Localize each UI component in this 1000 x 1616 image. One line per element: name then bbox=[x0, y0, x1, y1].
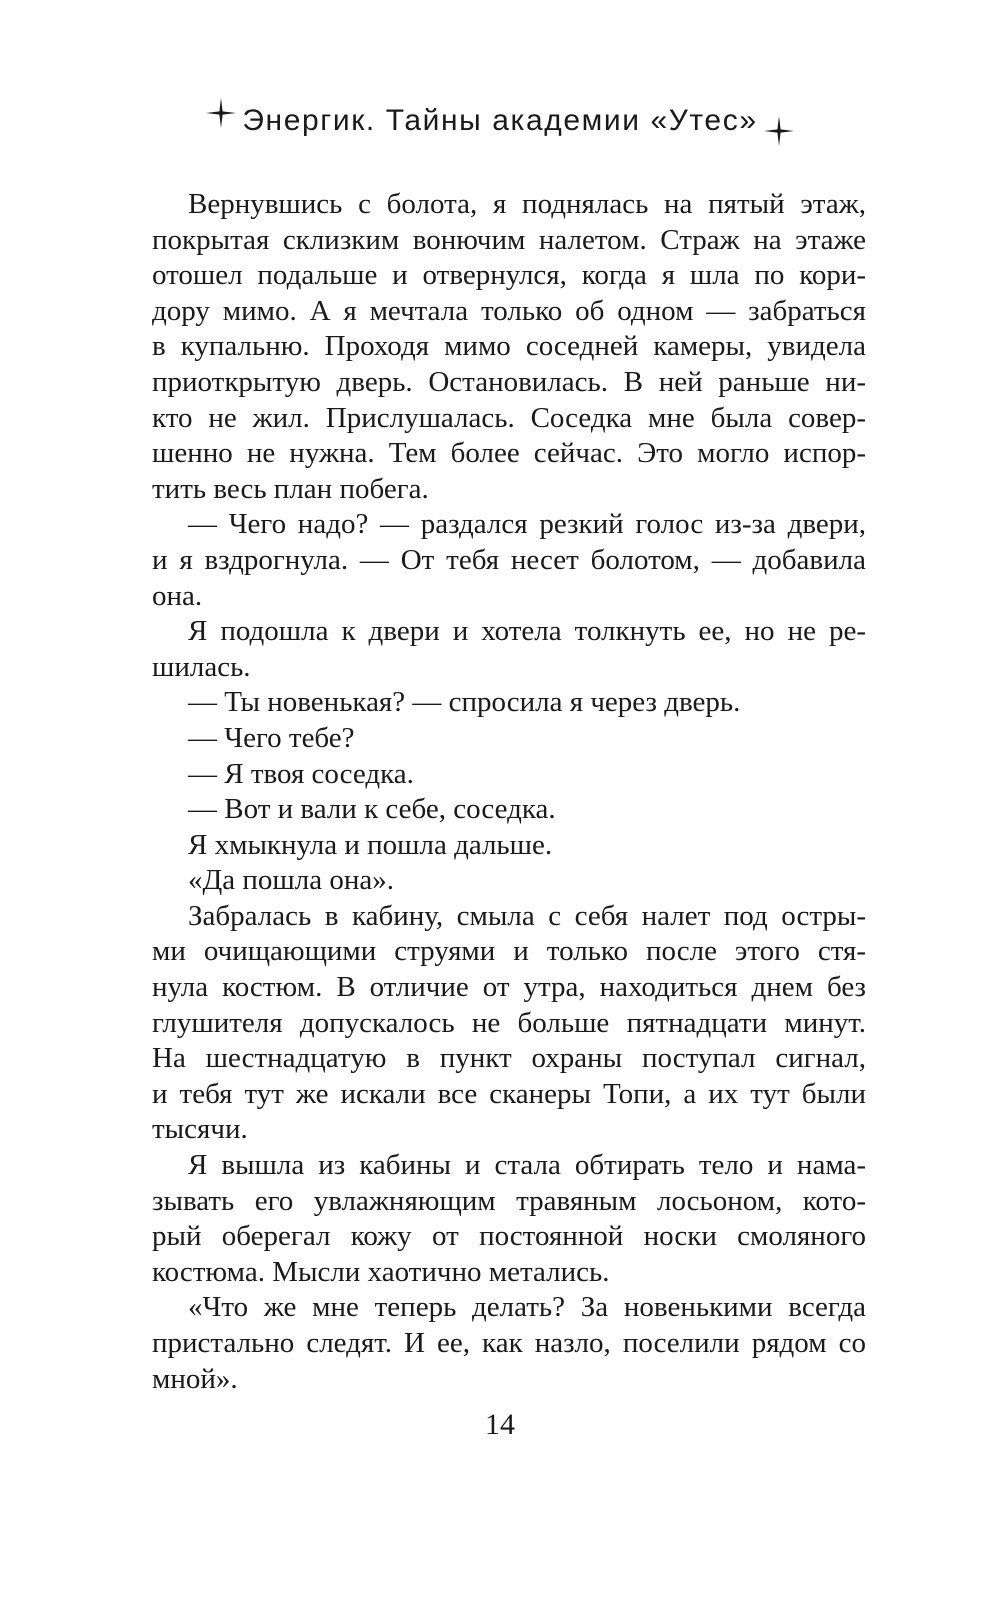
text-line: — Чего надо? — раздался резкий голос из-за двери, bbox=[188, 508, 866, 541]
text-line: На шестнадцатую в пункт охраны поступал сигнал, bbox=[152, 1042, 866, 1075]
text-line: кто не жил. Прислушалась. Соседка мне была совер- bbox=[152, 401, 866, 434]
four-point-star-icon bbox=[206, 98, 236, 128]
text-line: костюма. Мысли хаотично метались. bbox=[152, 1255, 610, 1288]
text-line: пристально следят. И ее, как назло, поселили рядом со bbox=[152, 1327, 866, 1359]
text-line: приоткрытую дверь. Остановилась. В ней раньше ни- bbox=[152, 365, 866, 398]
text-line: — Вот и вали к себе, соседка. bbox=[188, 793, 556, 826]
text-line: Я вышла из кабины и стала обтирать тело и нама- bbox=[188, 1149, 866, 1182]
text-line: Я хмыкнула и пошла дальше. bbox=[188, 828, 553, 861]
text-line: «Да пошла она». bbox=[188, 864, 394, 897]
text-line: Забралась в кабину, смыла с себя налет под остры- bbox=[188, 899, 866, 932]
text-line: — Чего тебе? bbox=[188, 721, 355, 754]
text-line: отошел подальше и отвернулся, когда я шла по кори- bbox=[152, 259, 866, 292]
text-line: Вернувшись с болота, я поднялась на пятый этаж, bbox=[188, 188, 866, 220]
text-line: ми очищающими струями и только после этого стя- bbox=[152, 935, 866, 968]
text-line: и я вздрогнула. — От тебя несет болотом, — добавила bbox=[152, 543, 866, 576]
text-line: мной». bbox=[152, 1362, 238, 1395]
body-text bbox=[152, 187, 866, 1397]
text-line: шилась. bbox=[152, 650, 251, 683]
text-line: тысячи. bbox=[152, 1113, 248, 1146]
text-line: шенно не нужна. Тем более сейчас. Это могло испор- bbox=[152, 437, 866, 470]
running-header bbox=[0, 100, 1000, 141]
text-line: и тебя тут же искали все сканеры Топи, а их тут были bbox=[152, 1077, 866, 1110]
text-line: — Ты новенькая? — спросила я через дверь. bbox=[188, 686, 741, 719]
text-line: — Я твоя соседка. bbox=[188, 757, 414, 790]
text-line: в купальню. Проходя мимо соседней камеры, увидела bbox=[152, 330, 866, 363]
text-line: глушителя допускалось не больше пятнадцати минут. bbox=[152, 1006, 866, 1039]
text-line: «Что же мне теперь делать? За новенькими всегда bbox=[188, 1291, 866, 1324]
page-number: 14 bbox=[485, 1408, 515, 1441]
text-line: Я подошла к двери и хотела толкнуть ее, но не ре- bbox=[188, 615, 866, 648]
text-line: покрытая склизким вонючим налетом. Страж на этаже bbox=[152, 223, 866, 256]
text-line: тить весь план побега. bbox=[152, 472, 429, 505]
text-line: зывать его увлажняющим травяным лосьоном, кото- bbox=[152, 1184, 866, 1217]
text-line: она. bbox=[152, 579, 203, 612]
text-line: рый оберегал кожу от постоянной носки смоляного bbox=[152, 1220, 866, 1253]
four-point-star-icon bbox=[764, 116, 794, 146]
header-title: Энергик. Тайны академии «Утес» bbox=[242, 104, 758, 138]
text-line: дору мимо. А я мечтала только об одном — забраться bbox=[152, 294, 866, 327]
text-line: нула костюм. В отличие от утра, находиться днем без bbox=[152, 971, 866, 1004]
